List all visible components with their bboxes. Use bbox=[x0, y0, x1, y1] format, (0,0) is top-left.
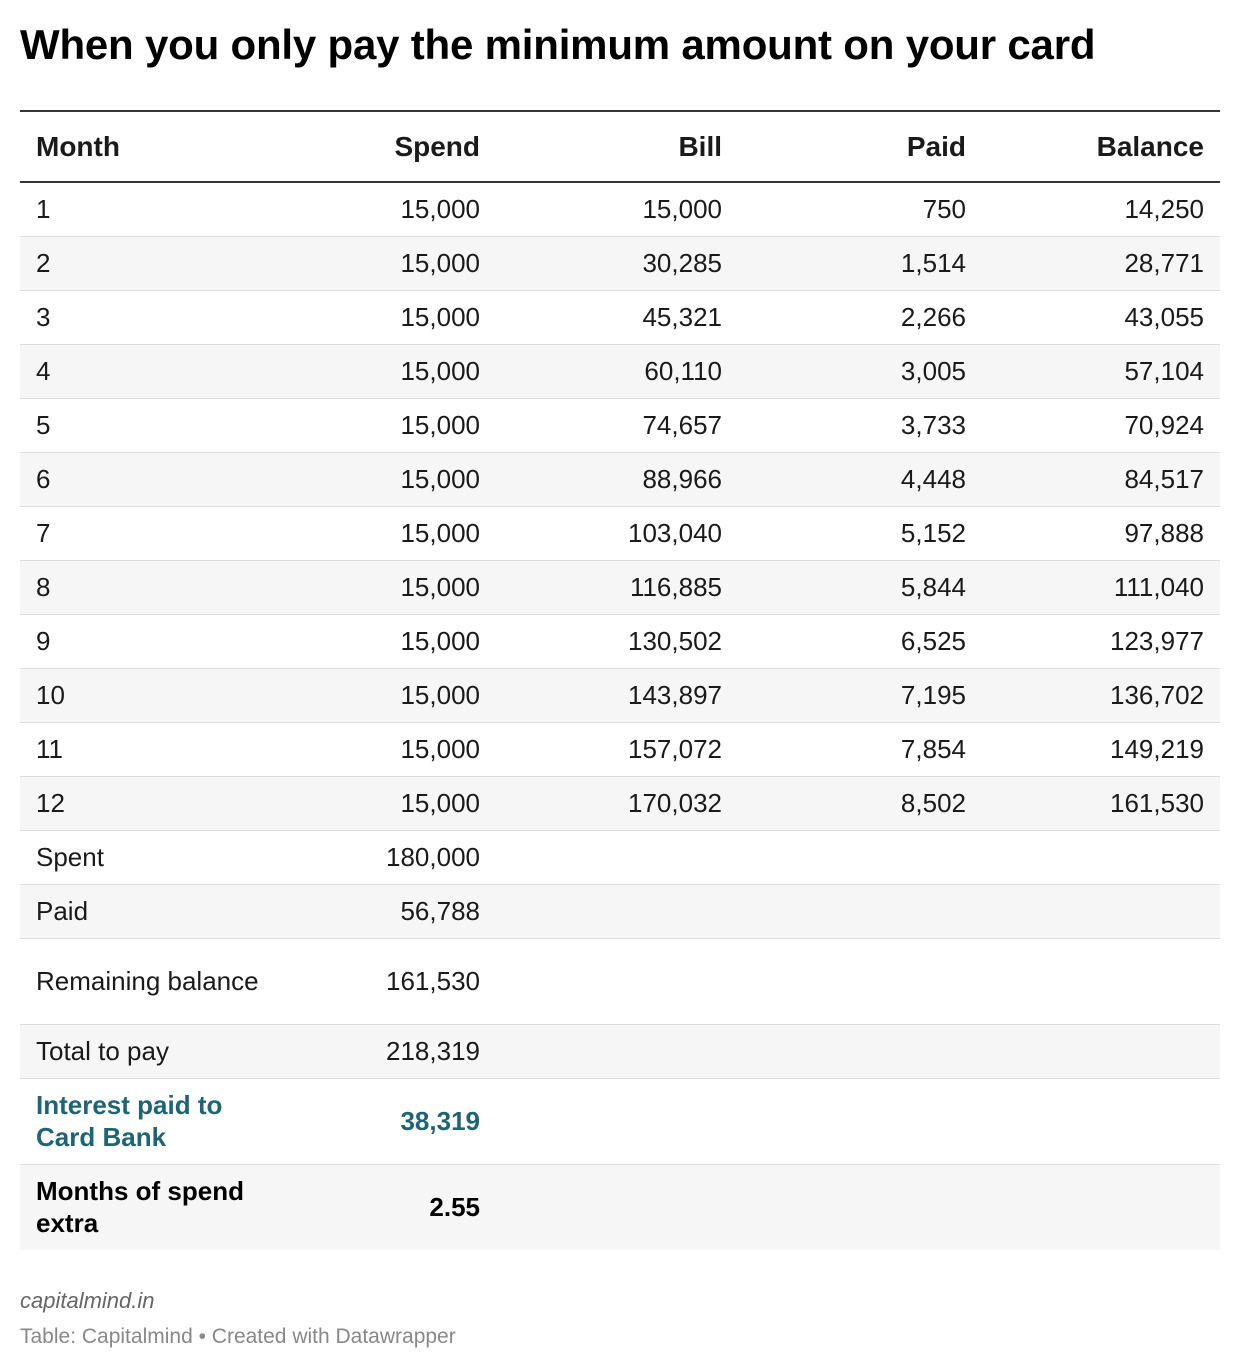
empty-cell bbox=[496, 1164, 738, 1250]
chart-title: When you only pay the minimum amount on your card bbox=[20, 21, 1096, 68]
table-row bbox=[20, 290, 1220, 344]
empty-cell bbox=[738, 830, 982, 884]
table-body bbox=[20, 182, 1220, 1250]
cell-month: 5 bbox=[20, 398, 282, 452]
table-row bbox=[20, 776, 1220, 830]
cell-spend: 15,000 bbox=[282, 668, 496, 722]
empty-cell bbox=[496, 1078, 738, 1164]
summary-value: 56,788 bbox=[282, 884, 496, 938]
empty-cell bbox=[496, 938, 738, 1024]
cell-balance: 57,104 bbox=[982, 344, 1220, 398]
cell-paid: 6,525 bbox=[738, 614, 982, 668]
cell-bill: 60,110 bbox=[496, 344, 738, 398]
cell-paid: 5,844 bbox=[738, 560, 982, 614]
summary-row bbox=[20, 1164, 1220, 1250]
summary-value: 161,530 bbox=[282, 938, 496, 1024]
cell-paid: 4,448 bbox=[738, 452, 982, 506]
table-row bbox=[20, 560, 1220, 614]
cell-balance: 136,702 bbox=[982, 668, 1220, 722]
empty-cell bbox=[738, 938, 982, 1024]
cell-balance: 97,888 bbox=[982, 506, 1220, 560]
cell-paid: 3,733 bbox=[738, 398, 982, 452]
column-header-bill[interactable]: Bill bbox=[496, 111, 738, 182]
table-row bbox=[20, 722, 1220, 776]
table-row bbox=[20, 182, 1220, 236]
summary-label: Paid bbox=[20, 884, 282, 938]
empty-cell bbox=[496, 884, 738, 938]
cell-paid: 7,854 bbox=[738, 722, 982, 776]
empty-cell bbox=[982, 1078, 1220, 1164]
summary-value: 180,000 bbox=[282, 830, 496, 884]
empty-cell bbox=[738, 884, 982, 938]
cell-month: 2 bbox=[20, 236, 282, 290]
column-header-spend[interactable]: Spend bbox=[282, 111, 496, 182]
cell-spend: 15,000 bbox=[282, 506, 496, 560]
cell-bill: 15,000 bbox=[496, 182, 738, 236]
empty-cell bbox=[982, 884, 1220, 938]
cell-spend: 15,000 bbox=[282, 776, 496, 830]
cell-balance: 123,977 bbox=[982, 614, 1220, 668]
empty-cell bbox=[982, 1164, 1220, 1250]
cell-balance: 43,055 bbox=[982, 290, 1220, 344]
table-row bbox=[20, 506, 1220, 560]
cell-spend: 15,000 bbox=[282, 452, 496, 506]
empty-cell bbox=[738, 1078, 982, 1164]
cell-bill: 30,285 bbox=[496, 236, 738, 290]
cell-paid: 2,266 bbox=[738, 290, 982, 344]
cell-paid: 3,005 bbox=[738, 344, 982, 398]
cell-spend: 15,000 bbox=[282, 344, 496, 398]
cell-balance: 161,530 bbox=[982, 776, 1220, 830]
empty-cell bbox=[982, 830, 1220, 884]
column-header-balance[interactable]: Balance bbox=[982, 111, 1220, 182]
summary-row bbox=[20, 938, 1220, 1024]
data-table-container bbox=[20, 110, 1220, 1250]
table-row bbox=[20, 344, 1220, 398]
cell-balance: 14,250 bbox=[982, 182, 1220, 236]
table-row bbox=[20, 236, 1220, 290]
cell-month: 4 bbox=[20, 344, 282, 398]
cell-bill: 143,897 bbox=[496, 668, 738, 722]
cell-balance: 84,517 bbox=[982, 452, 1220, 506]
empty-cell bbox=[982, 1024, 1220, 1078]
cell-spend: 15,000 bbox=[282, 236, 496, 290]
table-row bbox=[20, 398, 1220, 452]
summary-label: Total to pay bbox=[20, 1024, 282, 1078]
empty-cell bbox=[738, 1164, 982, 1250]
summary-row bbox=[20, 830, 1220, 884]
cell-spend: 15,000 bbox=[282, 722, 496, 776]
cell-month: 3 bbox=[20, 290, 282, 344]
summary-label: Months of spend extra bbox=[20, 1164, 282, 1250]
cell-month: 6 bbox=[20, 452, 282, 506]
cell-bill: 170,032 bbox=[496, 776, 738, 830]
cell-month: 8 bbox=[20, 560, 282, 614]
cell-month: 10 bbox=[20, 668, 282, 722]
cell-bill: 116,885 bbox=[496, 560, 738, 614]
empty-cell bbox=[496, 1024, 738, 1078]
empty-cell bbox=[982, 938, 1220, 1024]
summary-row bbox=[20, 1024, 1220, 1078]
summary-label: Interest paid to Card Bank bbox=[20, 1078, 282, 1164]
cell-balance: 149,219 bbox=[982, 722, 1220, 776]
cell-bill: 157,072 bbox=[496, 722, 738, 776]
table-row bbox=[20, 614, 1220, 668]
cell-balance: 28,771 bbox=[982, 236, 1220, 290]
cell-paid: 1,514 bbox=[738, 236, 982, 290]
cell-month: 1 bbox=[20, 182, 282, 236]
cell-month: 12 bbox=[20, 776, 282, 830]
cell-spend: 15,000 bbox=[282, 182, 496, 236]
cell-paid: 8,502 bbox=[738, 776, 982, 830]
cell-spend: 15,000 bbox=[282, 290, 496, 344]
summary-value: 38,319 bbox=[282, 1078, 496, 1164]
cell-bill: 45,321 bbox=[496, 290, 738, 344]
summary-label: Remaining balance bbox=[20, 938, 282, 1024]
cell-bill: 88,966 bbox=[496, 452, 738, 506]
cell-bill: 103,040 bbox=[496, 506, 738, 560]
cell-paid: 5,152 bbox=[738, 506, 982, 560]
cell-month: 7 bbox=[20, 506, 282, 560]
cell-paid: 7,195 bbox=[738, 668, 982, 722]
table-row bbox=[20, 668, 1220, 722]
summary-row bbox=[20, 1078, 1220, 1164]
cell-month: 9 bbox=[20, 614, 282, 668]
cell-balance: 70,924 bbox=[982, 398, 1220, 452]
column-header-month[interactable]: Month bbox=[20, 111, 282, 182]
summary-value: 2.55 bbox=[282, 1164, 496, 1250]
summary-value: 218,319 bbox=[282, 1024, 496, 1078]
cell-spend: 15,000 bbox=[282, 560, 496, 614]
cell-spend: 15,000 bbox=[282, 398, 496, 452]
cell-paid: 750 bbox=[738, 182, 982, 236]
cell-balance: 111,040 bbox=[982, 560, 1220, 614]
cell-month: 11 bbox=[20, 722, 282, 776]
table-row bbox=[20, 452, 1220, 506]
summary-row bbox=[20, 884, 1220, 938]
empty-cell bbox=[738, 1024, 982, 1078]
data-table bbox=[20, 110, 1220, 1250]
cell-spend: 15,000 bbox=[282, 614, 496, 668]
cell-bill: 130,502 bbox=[496, 614, 738, 668]
footer-source: capitalmind.in bbox=[20, 1288, 155, 1313]
footer-credit: Table: Capitalmind • Created with Datawrapper bbox=[20, 1325, 456, 1348]
empty-cell bbox=[496, 830, 738, 884]
summary-label: Spent bbox=[20, 830, 282, 884]
table-header-row bbox=[20, 111, 1220, 182]
column-header-paid[interactable]: Paid bbox=[738, 111, 982, 182]
cell-bill: 74,657 bbox=[496, 398, 738, 452]
